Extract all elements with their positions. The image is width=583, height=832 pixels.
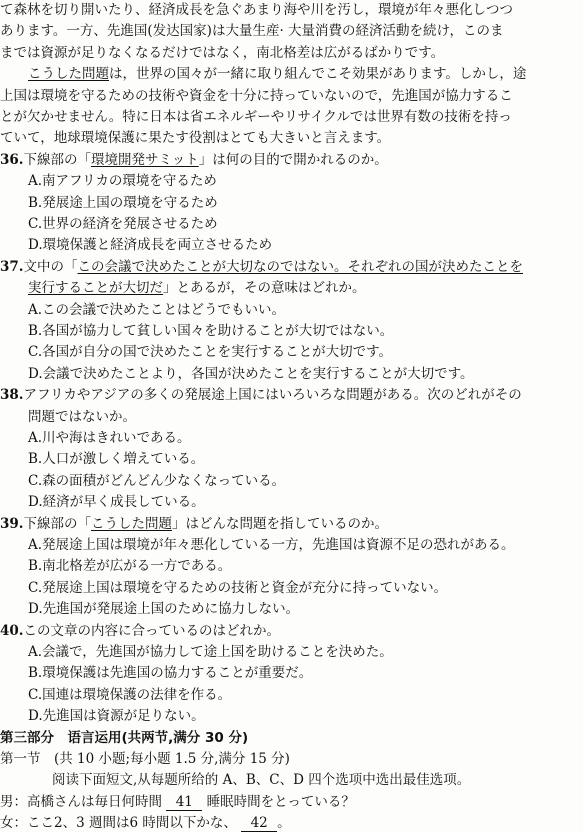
speaker-label: 男： [0,793,27,810]
section-subtitle-text: 第一节 (共 10 小题;每小题 1.5 分,满分 15 分) [0,751,290,767]
section-instruction [52,771,470,789]
option-b: B.各国が協力して貧しい国々を助けることが大切ではない。 [28,323,394,339]
stem-text: 下線部の「 [23,151,91,168]
passage-line: までは資源が足りなくなるだけではなく，南北格差は広がるばかりです。 [0,44,445,61]
option-a: A.この会議で決めたことはどうでもいい。 [28,301,286,318]
question-37-stem [0,258,523,276]
dialogue-line [0,793,355,811]
dialogue-text: ここ2、3 週間は6 時間以下かな、 [27,815,242,832]
stem-text: 」とあるが，その意味はどれか。 [163,280,366,297]
question-40-stem [0,622,280,640]
option-b: B.環境保護は先進国の協力することが重要だ。 [28,665,313,682]
passage-line [28,65,526,83]
dialogue-text: 睡眠時間をとっている？ [202,793,355,810]
answer-blank: 41 [166,794,202,811]
stem-text: 」は何の目的で開かれるのか。 [198,151,388,168]
option-d: D.先進国が発展途上国のために協力しない。 [28,601,300,618]
passage-line: 上国は環境を守るための技術や資金を十分に持っていないので，先進国が協力するこ [0,87,513,104]
option-d: D.先進国は資源が足りない。 [28,708,205,725]
option-c: C.発展途上国は環境を守るための技術と資金が充分に持っていない。 [28,579,448,596]
question-36-stem [0,151,388,169]
option-d: D.会議で決めたことより，各国が決めたことを実行することが大切です。 [28,365,474,382]
option-a: A.発展途上国は環境が年々悪化している一方，先進国は資源不足の恐れがある。 [28,537,515,553]
section-subtitle [0,750,290,768]
stem-text: アフリカやアジアの多くの発展途上国にはいろいろな問題がある。次のどれがその [23,387,522,404]
question-38-stem-cont: 問題ではないか。 [28,408,136,425]
stem-text: 文中の「 [23,258,78,275]
underlined-phrase: 環境開発サミット [91,151,199,168]
passage-line: て森林を切り開いたり、経済成長を急ぐあまり海や川を汚し，環境が年々悪化しつつ [0,2,513,18]
section-title [0,729,248,747]
stem-text: 下線部の「 [23,515,91,532]
dialogue-text: 高橋さんは毎日何時間 [27,793,167,810]
option-b: B.人口が激しく増えている。 [28,451,205,468]
dialogue-text: 。 [277,815,291,832]
underlined-phrase: この会議で決めたことが大切なのではない。それぞれの国が決めたことを [77,258,523,275]
underlined-phrase: こうした問題 [91,515,172,532]
underlined-phrase: こうした問題 [28,66,109,83]
question-number: 37. [0,258,24,275]
option-a: A.会議で，先進国が協力して途上国を助けることを決めた。 [28,644,393,660]
question-39-stem [0,515,388,533]
option-a: A.南アフリカの環境を守るため [28,173,217,190]
section-title-text: 第三部分 语言运用(共两节,满分 30 分) [0,729,249,746]
option-d: D.環境保護と経済成長を両立させるため [28,237,273,254]
question-number: 40. [0,622,24,639]
underlined-phrase: 実行することが大切だ [28,280,163,297]
question-number: 38. [0,387,24,404]
passage-text: は，世界の国々が一緒に取り組んでこそ効果があります。しかし，途 [109,66,527,83]
stem-text: この文章の内容に合っているのはどれか。 [23,622,280,639]
question-38-stem [0,386,522,404]
question-number: 39. [0,515,24,532]
speaker-label: 女： [0,815,27,832]
passage-line: ていて，地球環境保護に果たす役割はとても大きいと言えます。 [0,130,391,147]
passage-line: あります。一方、先進国(发达国家)は大量生産· 大量消費の経済活動を続け，このま [0,23,504,40]
stem-text: 」はどんな問題を指しているのか。 [172,515,388,532]
option-a: A.川や海はきれいである。 [28,430,191,446]
option-c: C.世界の経済を発展させるため [28,216,218,232]
option-c: C.国連は環境保護の法律を作る。 [28,686,232,703]
dialogue-line [0,814,291,832]
option-b: B.南北格差が広がる一方である。 [28,558,232,575]
question-number: 36. [0,151,24,168]
option-c: C.森の面積がどんどん少なくなっている。 [28,472,286,489]
answer-blank: 42 [241,815,277,832]
passage-line: とが欠かせません。特に日本は省エネルギーやリサイクルでは世界有数の技術を持っ [0,109,512,125]
option-c: C.各国が自分の国で決めたことを実行することが大切です。 [28,344,393,361]
question-37-stem-cont [28,279,366,297]
instruction-text: 阅读下面短文,从每题所给的 A、B、C、D 四个选项中选出最佳选项。 [52,772,471,789]
option-b: B.発展途上国の環境を守るため [28,194,218,211]
option-d: D.経済が早く成長している。 [28,494,205,511]
